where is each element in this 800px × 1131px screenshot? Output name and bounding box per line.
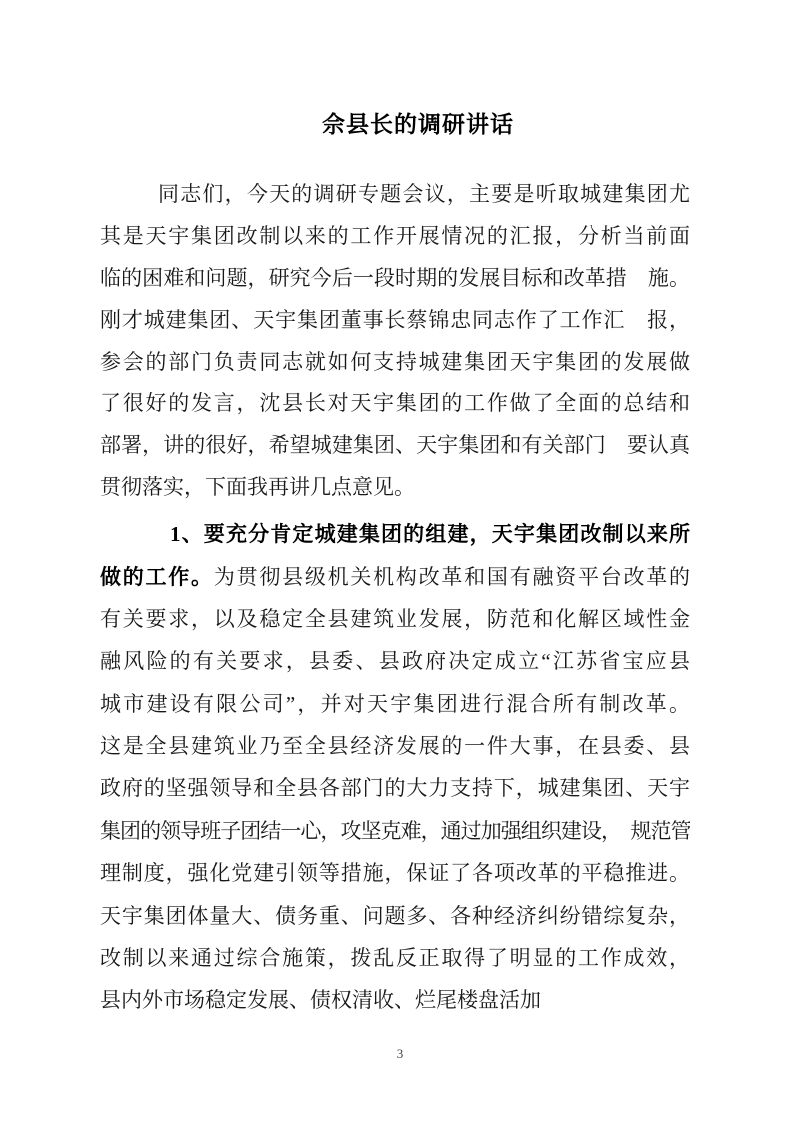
text-line: 其是天宇集团改制以来的工作开展情况的汇报，分析当前面 xyxy=(100,223,690,248)
paragraph-1 xyxy=(100,174,690,509)
text-line: 政府的坚强领导和全县各部门的大力支持下，城建集团、天宇 xyxy=(100,776,690,801)
text-line: 同志们，今天的调研专题会议，主要是听取城建集团尤 xyxy=(158,182,690,206)
document-body xyxy=(100,174,690,1022)
page-number: 3 xyxy=(396,1046,404,1061)
text-line: 集团的领导班子团结一心，攻坚克难，通过加强组织建设， 规范管 xyxy=(100,818,690,843)
point-1-heading-line: 1、要充分肯定城建集团的组建，天宇集团改制以来所 xyxy=(170,522,690,547)
text-line xyxy=(100,556,690,598)
text-line: 了很好的发言，沈县长对天宇集团的工作做了全面的总结和 xyxy=(100,391,690,416)
text-line: 县内外市场稳定发展、债权清收、烂尾楼盘活加 xyxy=(100,988,541,1013)
paragraph-2 xyxy=(100,513,690,1022)
text-line: 理制度，强化党建引领等措施，保证了各项改革的平稳推进。 xyxy=(100,861,690,886)
text-line: 这是全县建筑业乃至全县经济发展的一件大事，在县委、县 xyxy=(100,734,690,759)
text-line: 改制以来通过综合施策，拨乱反正取得了明显的工作成效， xyxy=(100,946,690,971)
text-segment: 为贯彻县级机关机构改革和国有融资平台改革的 xyxy=(213,564,690,589)
text-line: 刚才城建集团、天宇集团董事长蔡锦忠同志作了工作汇 报， xyxy=(100,307,690,332)
text-line: 参会的部门负责同志就如何支持城建集团天宇集团的发展做 xyxy=(100,349,690,374)
text-line: 临的困难和问题，研究今后一段时期的发展目标和改革措 施。 xyxy=(100,265,690,290)
text-line: 融风险的有关要求，县委、县政府决定成立“江苏省宝应县 xyxy=(100,649,690,674)
text-line: 城市建设有限公司”，并对天宇集团进行混合所有制改革。 xyxy=(100,691,690,716)
point-1-heading-tail: 做的工作。 xyxy=(100,564,214,589)
text-line: 天宇集团体量大、债务重、问题多、各种经济纠纷错综复杂， xyxy=(100,903,690,928)
text-line: 有关要求，以及稳定全县建筑业发展，防范和化解区域性金 xyxy=(100,606,690,631)
text-line: 部署，讲的很好，希望城建集团、天宇集团和有关部门 要认真 xyxy=(100,433,690,458)
text-line: 贯彻落实，下面我再讲几点意见。 xyxy=(100,475,415,500)
document-title: 佘县长的调研讲话 xyxy=(322,111,514,137)
